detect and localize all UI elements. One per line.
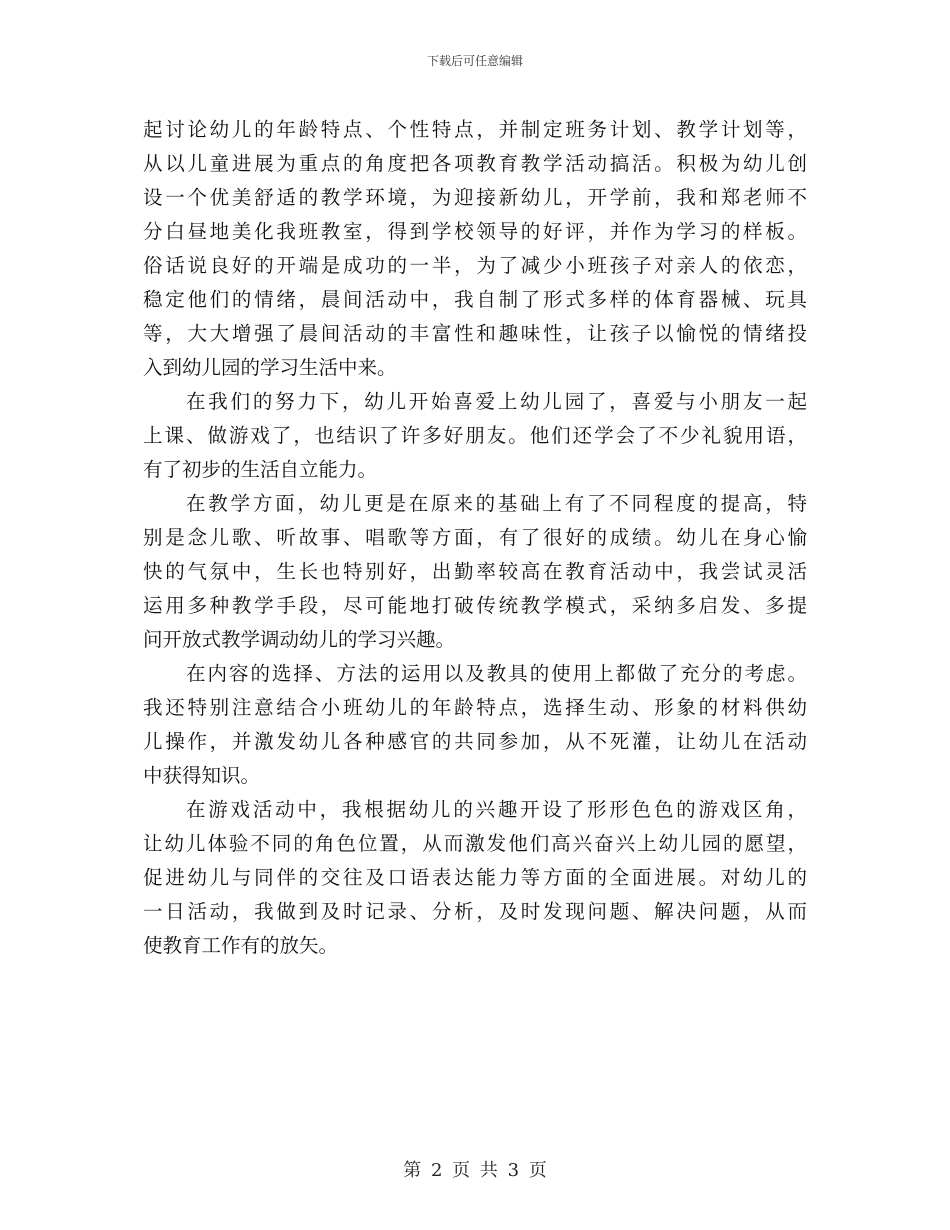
text-line: 促进幼儿与同伴的交往及口语表达能力等方面的全面进展。对幼儿的 — [143, 866, 807, 889]
text-line: 在内容的选择、方法的运用以及教具的使用上都做了充分的考虑。 — [186, 662, 807, 685]
text-line: 问开放式教学调动幼儿的学习兴趣。 — [143, 628, 456, 651]
text-line: 等，大大增强了晨间活动的丰富性和趣味性，让孩子以愉悦的情绪投 — [143, 322, 807, 345]
paragraph-3 — [143, 487, 807, 657]
text-line: 在我们的努力下，幼儿开始喜爱上幼儿园了，喜爱与小朋友一起 — [186, 390, 807, 413]
text-line: 别是念儿歌、听故事、唱歌等方面，有了很好的成绩。幼儿在身心愉 — [143, 526, 807, 549]
text-line: 在教学方面，幼儿更是在原来的基础上有了不同程度的提高，特 — [186, 492, 807, 515]
text-line: 从以儿童进展为重点的角度把各项教育教学活动搞活。积极为幼儿创 — [143, 152, 807, 175]
text-line: 入到幼儿园的学习生活中来。 — [143, 356, 397, 379]
text-line: 俗话说良好的开端是成功的一半，为了减少小班孩子对亲人的依恋， — [143, 254, 807, 277]
paragraph-5 — [143, 793, 807, 963]
text-line: 运用多种教学手段，尽可能地打破传统教学模式，采纳多启发、多提 — [143, 594, 807, 617]
paragraph-1 — [143, 113, 807, 385]
paragraph-4 — [143, 657, 807, 793]
text-line: 一日活动，我做到及时记录、分析，及时发现问题、解决问题，从而 — [143, 900, 807, 923]
page-number-footer: 第 2 页 共 3 页 — [403, 1160, 547, 1181]
text-line: 上课、做游戏了，也结识了许多好朋友。他们还学会了不少礼貌用语， — [143, 424, 807, 447]
text-line: 设一个优美舒适的教学环境，为迎接新幼儿，开学前，我和郑老师不 — [143, 186, 807, 209]
text-line: 在游戏活动中，我根据幼儿的兴趣开设了形形色色的游戏区角， — [186, 798, 807, 821]
document-body — [143, 113, 807, 963]
text-line: 使教育工作有的放矢。 — [143, 934, 339, 957]
text-line: 分白昼地美化我班教室，得到学校领导的好评，并作为学习的样板。 — [143, 220, 807, 243]
text-line: 儿操作，并激发幼儿各种感官的共同参加，从不死灌，让幼儿在活动 — [143, 730, 807, 753]
text-line: 让幼儿体验不同的角色位置，从而激发他们高兴奋兴上幼儿园的愿望， — [143, 832, 807, 855]
text-line: 我还特别注意结合小班幼儿的年龄特点，选择生动、形象的材料供幼 — [143, 696, 807, 719]
text-line: 快的气氛中，生长也特别好，出勤率较高在教育活动中，我尝试灵活 — [143, 560, 807, 583]
text-line: 有了初步的生活自立能力。 — [143, 458, 378, 481]
paragraph-2 — [143, 385, 807, 487]
text-line: 稳定他们的情绪，晨间活动中，我自制了形式多样的体育器械、玩具 — [143, 288, 807, 311]
page-header: 下载后可任意编辑 — [426, 54, 523, 68]
text-line: 起讨论幼儿的年龄特点、个性特点，并制定班务计划、教学计划等， — [143, 118, 807, 141]
text-line: 中获得知识。 — [143, 764, 261, 787]
